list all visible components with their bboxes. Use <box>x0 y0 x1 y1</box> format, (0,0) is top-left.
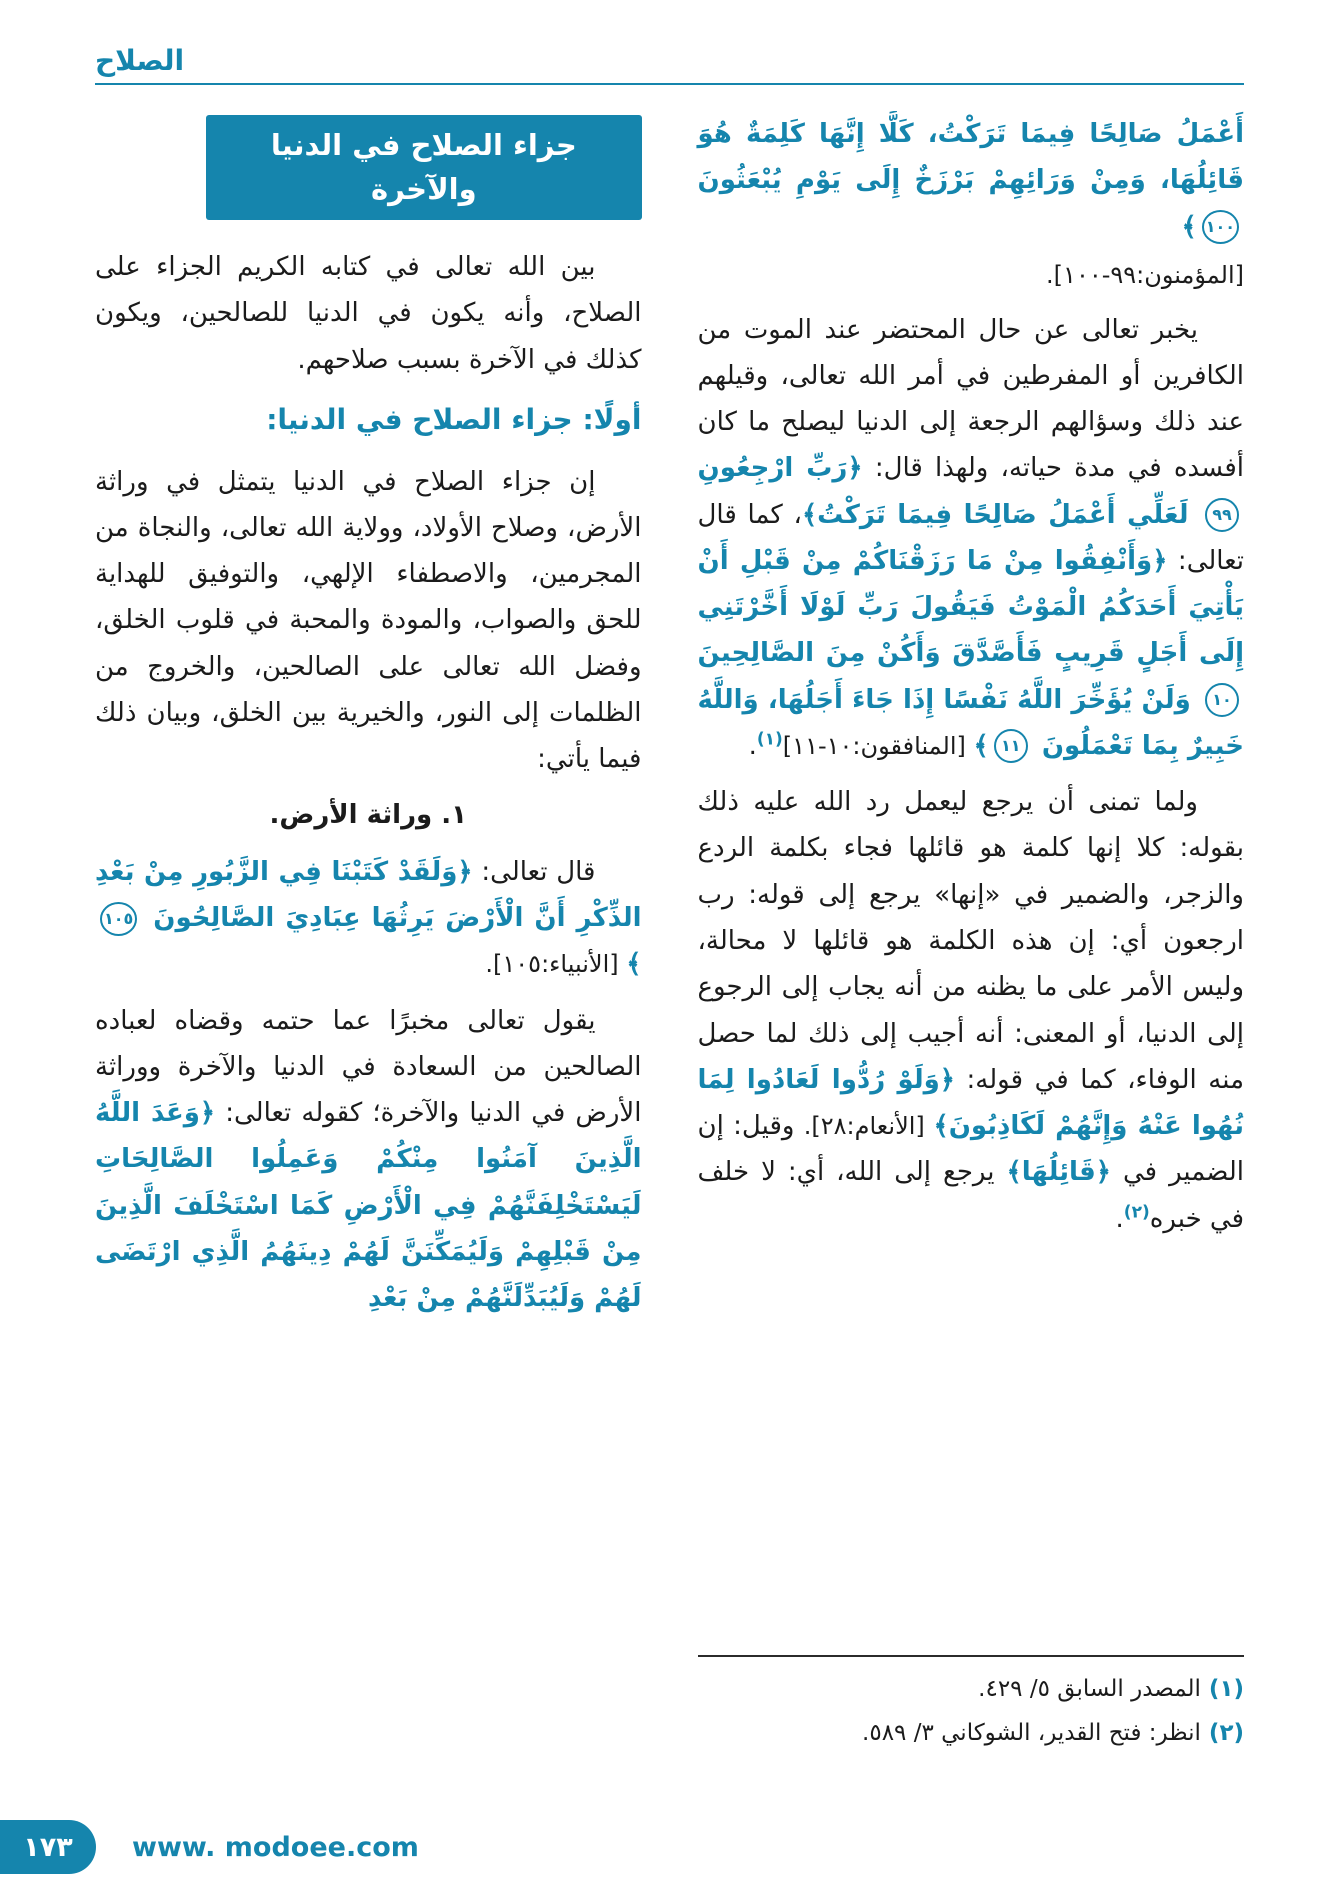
footnotes <box>698 1655 1245 1760</box>
text-columns <box>95 111 1244 1759</box>
segment-fnref: (٢) <box>1123 1201 1150 1222</box>
segment-ref: [المؤمنون:٩٩-١٠٠]. <box>1046 260 1244 289</box>
page-number: ١٧٣ <box>23 1831 73 1863</box>
segment-body: ١. وراثة الأرض. <box>269 800 468 831</box>
segment-quran: ﴾ <box>626 949 642 980</box>
segment-body: يقول تعالى مخبرًا عما حتمه وقضاه لعباده الصالحين من السعادة في الدنيا والآخرة ووراثة الأرض في الدنيا والآخرة؛ كقوله تعالى: <box>95 1005 642 1129</box>
segment-quran: ﴾ <box>1181 211 1197 242</box>
segment-ayah: ١٠٠ <box>1202 210 1239 244</box>
segment-body: ولما تمنى أن يرجع ليعمل رد الله عليه ذلك بقوله: كلا إنها كلمة هو قائلها فجاء بكلمة الردع والزجر، والضمير في «إنها» يرجع إلى قوله: رب ارجعون أي: إن هذه الكلمة هو قائلها لا محالة، وليس الأمر على ما يظنه من أنه يجاب إلى الرجوع إلى الدنيا، أو المعنى: أنه أجيب إلى ذلك لما حصل منه الوفاء، كما في قوله: <box>697 787 1244 1095</box>
footnote-separator <box>698 1655 1245 1657</box>
paragraph <box>95 244 642 383</box>
segment-fnmark: (٢) <box>1200 1719 1244 1746</box>
segment-box: جزاء الصلاح في الدنيا والآخرة <box>270 128 577 206</box>
segment-ayah: ١٠٥ <box>100 902 137 936</box>
page-footer <box>0 1820 419 1874</box>
chapter-title: الصلاح <box>95 44 185 77</box>
segment-accent: أولًا: جزاء الصلاح في الدنيا: <box>266 402 642 436</box>
segment-ayah: ١٠ <box>1205 683 1239 717</box>
paragraph <box>95 849 642 988</box>
segment-ref: [المنافقون:١٠-١١] <box>782 731 974 760</box>
segment-body: إن جزاء الصلاح في الدنيا يتمثل في وراثة الأرض، وصلاح الأولاد، وولاية الله تعالى، والنجاة من المجرمين، والاصطفاء الإلهي، والتوفيق للهداية للحق والصواب، والمودة والمحبة في قلوب الخلق، وفضل الله تعالى على الصالحين، والخروج من الظلمات إلى النور، والخيرية بين الخلق، وبيان ذلك فيما يأتي: <box>95 466 642 775</box>
subheading <box>95 395 642 445</box>
segment-quran: ﴿رَبِّ ارْجِعُونِ <box>697 453 863 484</box>
segment-body: يرجع إلى الله، أي: لا خلف في خبره <box>697 1157 1244 1234</box>
segment-quran: ﴿وَأَنْفِقُوا مِنْ مَا رَزَقْنَاكُمْ مِنْ قَبْلِ أَنْ يَأْتِيَ أَحَدَكُمُ الْمَوْتُ فَيَقُولَ رَبِّ لَوْلَا أَخَّرْتَنِي إِلَى أَجَلٍ قَرِيبٍ فَأَصَّدَّقَ وَأَكُنْ مِنَ الصَّالِحِينَ <box>697 545 1244 669</box>
segment-quran: وَلَنْ يُؤَخِّرَ اللَّهُ نَفْسًا إِذَا جَاءَ أَجَلُهَا، وَاللَّهُ خَبِيرٌ بِمَا تَعْمَلُونَ <box>697 684 1244 761</box>
footnote <box>698 1669 1245 1709</box>
segment-body: بين الله تعالى في كتابه الكريم الجزاء على الصلاح، وأنه يكون في الدنيا للصالحين، ويكون كذلك في الآخرة بسبب صلاحهم. <box>95 252 642 375</box>
segment-body: وقيل: إن الضمير في <box>697 1111 1244 1188</box>
segment-quran: ﴿وَلَقَدْ كَتَبْنَا فِي الزَّبُورِ مِنْ بَعْدِ الذِّكْرِ أَنَّ الْأَرْضَ يَرِثُهَا عِبَادِيَ الصَّالِحُونَ <box>95 856 642 934</box>
segment-body: ، كما قال تعالى: <box>697 499 1244 576</box>
column-right <box>698 111 1245 1759</box>
segment-body: يخبر تعالى عن حال المحتضر عند الموت من الكافرين أو المفرطين في أمر الله تعالى، وقيلهم عند ذلك وسؤالهم الرجعة إلى الدنيا ليصلح ما كان أفسده في مدة حياته، ولهذا قال: <box>697 314 1244 484</box>
paragraph <box>698 307 1245 770</box>
item-heading <box>95 792 642 838</box>
column-left-blocks <box>95 111 642 1331</box>
footnote <box>698 1713 1245 1753</box>
paragraph <box>698 779 1245 1242</box>
segment-body: . <box>748 730 757 761</box>
paragraph <box>95 459 642 783</box>
segment-quran: أَعْمَلُ صَالِحًا فِيمَا تَرَكْتُ، كَلَّا إِنَّهَا كَلِمَةٌ هُوَ قَائِلُهَا، وَمِنْ وَرَائِهِمْ بَرْزَخٌ إِلَى يَوْمِ يُبْعَثُونَ <box>697 119 1244 196</box>
segment-ref: [الأنبياء:١٠٥]. <box>485 950 627 979</box>
segment-quran: ﴿وَلَوْ رُدُّوا لَعَادُوا لِمَا نُهُوا عَنْهُ وَإِنَّهُمْ لَكَاذِبُونَ﴾ <box>697 1064 1244 1142</box>
segment-body: قال تعالى: <box>472 856 596 887</box>
footnote-list <box>698 1669 1245 1754</box>
segment-quran: ﴾ <box>973 730 989 761</box>
segment-ayah: ١١ <box>994 729 1028 763</box>
box-heading <box>206 115 641 220</box>
column-left <box>95 111 642 1759</box>
segment-ayah: ٩٩ <box>1205 498 1239 532</box>
segment-quran: ﴿قَائِلُهَا﴾ <box>1006 1157 1112 1188</box>
page-number-tab <box>0 1820 96 1874</box>
quran-open <box>698 111 1245 250</box>
segment-fnmark: (١) <box>1200 1675 1244 1702</box>
segment-fnref: (١) <box>756 729 783 750</box>
column-right-blocks <box>698 111 1245 1252</box>
segment-body: . <box>1115 1203 1124 1234</box>
verse-ref <box>698 254 1245 297</box>
segment-quran: ﴿وَعَدَ اللَّهُ الَّذِينَ آمَنُوا مِنْكُمْ وَعَمِلُوا الصَّالِحَاتِ لَيَسْتَخْلِفَنَّهُمْ فِي الْأَرْضِ كَمَا اسْتَخْلَفَ الَّذِينَ مِنْ قَبْلِهِمْ وَلَيُمَكِّنَنَّ لَهُمْ دِينَهُمُ الَّذِي ارْتَضَى لَهُمْ وَلَيُبَدِّلَنَّهُمْ مِنْ بَعْدِ <box>95 1098 642 1314</box>
header-rule <box>95 83 1244 85</box>
page-header <box>95 44 1244 85</box>
segment-fnbody: انظر: فتح القدير، الشوكاني ٣/ ٥٨٩. <box>862 1719 1201 1746</box>
paragraph <box>95 998 642 1322</box>
segment-ref: [الأنعام:٢٨]. <box>803 1112 934 1141</box>
segment-quran: لَعَلِّي أَعْمَلُ صَالِحًا فِيمَا تَرَكْتُ﴾ <box>801 499 1200 530</box>
segment-fnbody: المصدر السابق ٥/ ٤٢٩. <box>978 1675 1201 1702</box>
website-link[interactable]: www. modoee.com <box>132 1831 419 1863</box>
